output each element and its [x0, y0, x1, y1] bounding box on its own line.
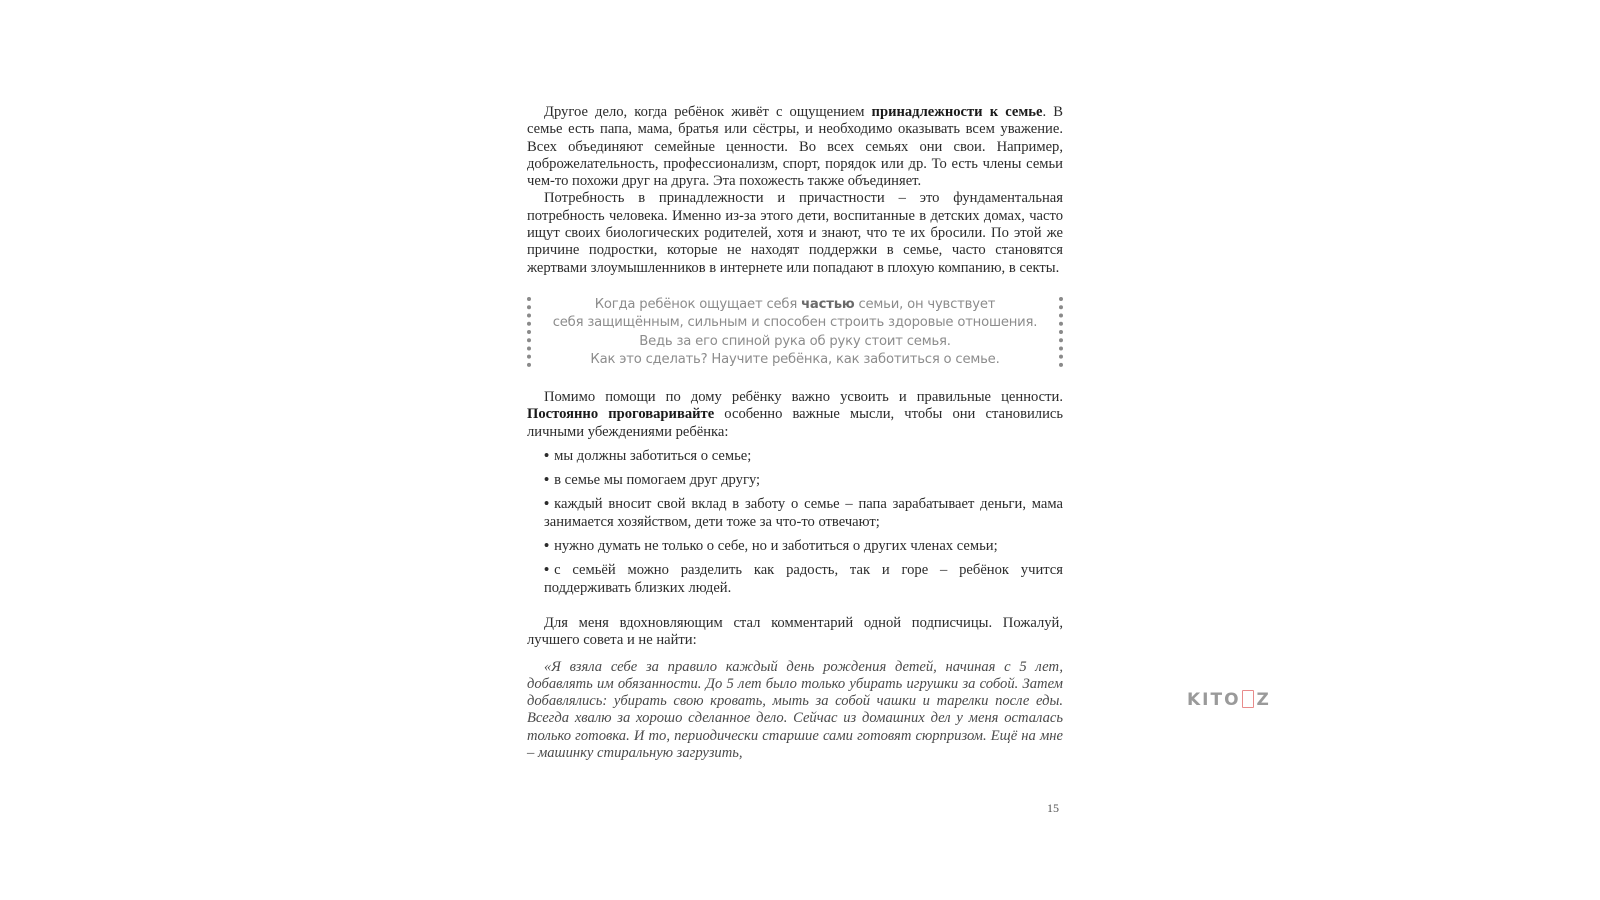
callout-line-3: Ведь за его спиной рука об руку стоит семья.: [639, 333, 951, 349]
callout-line-4: Как это сделать? Научите ребёнка, как заботиться о семье.: [590, 351, 1000, 367]
values-list: [527, 448, 1063, 597]
watermark-text-left: KITO: [1187, 690, 1241, 710]
list-item: [544, 472, 1063, 489]
paragraph-1: [527, 104, 1063, 190]
list-item-text: каждый вносит свой вклад в заботу о семье – папа зарабатывает деньги, мама занимается хозяйством, дети тоже за что-то отвечают;: [544, 496, 1063, 530]
paragraph-1-text: Другое дело, когда ребёнок живёт с ощущением: [544, 104, 872, 120]
bullet-dot-icon: •: [544, 496, 550, 513]
callout-line-1-bold: частью: [801, 296, 855, 312]
paragraph-1-text-end: . В семье есть папа, мама, братья или сёстры, и необходимо оказывать всем уважение. Всех объединяют семейные ценности. Во всех семьях они свои. Например, доброжелательность, профессионализм, спорт, порядок или др. То есть члены семьи чем-то похожи друг на друга. Эта похожесть также объединяет.: [527, 104, 1063, 190]
list-item-text: нужно думать не только о себе, но и заботиться о других членах семьи;: [554, 538, 998, 555]
quote-paragraph: «Я взяла себе за правило каждый день рождения детей, начиная с 5 лет, добавлять им обязанности. До 5 лет было только убирать игрушки за собой. Затем добавлялись: убирать свою кровать, мыть за собой чашки и тарелки после еды. Всегда хвалю за хорошо сделанное дело. Сейчас из домашних дел у меня осталась только готовка. И то, периодически старшие сами готовят сюрпризом. Ещё на мне – машинку стиральную загрузить,: [527, 658, 1063, 762]
bullet-dot-icon: •: [544, 538, 550, 555]
callout-line-2: себя защищённым, сильным и способен строить здоровые отношения.: [552, 315, 1038, 331]
bullet-dot-icon: •: [544, 472, 550, 489]
bullet-dot-icon: •: [544, 562, 550, 579]
paragraph-3: [527, 389, 1063, 441]
paragraph-1-bold: принадлежности к семье: [871, 104, 1043, 120]
list-item: [544, 448, 1063, 465]
paragraph-3-text-end: особенно важные мысли, чтобы они становились личными убеждениями ребёнка:: [527, 406, 1064, 440]
list-item: [544, 496, 1063, 531]
list-item-text: с семьёй можно разделить как радость, так и горе – ребёнок учится поддерживать близких людей.: [544, 562, 1063, 596]
list-item-text: мы должны заботиться о семье;: [554, 447, 752, 464]
list-item: [544, 562, 1063, 597]
callout-box: [527, 295, 1063, 369]
paragraph-3-bold: Постоянно проговаривайте: [527, 406, 715, 423]
book-page: [527, 104, 1063, 762]
callout-dotted-border-right: [1059, 297, 1063, 367]
callout-line-1: [527, 296, 1063, 314]
callout-line-1-pre: Когда ребёнок ощущает себя: [594, 296, 802, 312]
callout-text: [527, 295, 1063, 369]
list-item-text: в семье мы помогаем друг другу;: [554, 472, 761, 489]
bullet-dot-icon: •: [544, 447, 550, 464]
callout-dotted-border-left: [527, 297, 531, 367]
page-number: 15: [1047, 801, 1059, 815]
paragraph-4: Для меня вдохновляющим стал комментарий одной подписчицы. Пожалуй, лучшего совета и не найти:: [527, 614, 1063, 649]
paragraph-2: Потребность в принадлежности и причастности – это фундаментальная потребность человека. Именно из-за этого дети, воспитанные в детских домах, часто ищут своих биологических родителей, хотя и знают, что те их бросили. По этой же причине подростки, которые не находят поддержки в семье, часто становятся жертвами злоумышленников в интернете или попадают в плохую компанию, в секты.: [527, 190, 1063, 276]
watermark-logo: [1187, 690, 1271, 710]
callout-line-1-post: семьи, он чувствует: [854, 296, 996, 312]
list-item: [544, 538, 1063, 555]
paragraph-3-text: Помимо помощи по дому ребёнку важно усвоить и правильные ценности.: [544, 388, 1063, 405]
watermark-book-icon: [1242, 690, 1254, 708]
watermark-text-right: Z: [1256, 690, 1271, 710]
